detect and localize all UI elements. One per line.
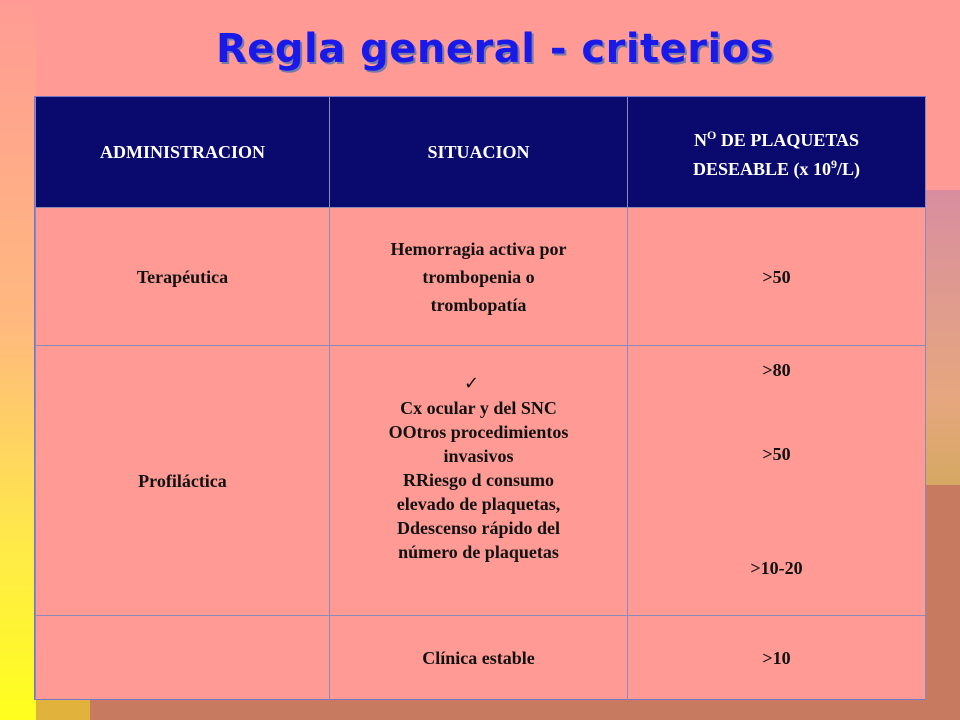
table-row [36,208,926,346]
header-plaquetas-line2 [640,152,913,181]
header-plaquetas-sup-o: O [706,128,717,142]
right-lower-band [926,485,960,720]
header-plaquetas-deseable: DESEABLE (x 10 [692,159,832,179]
situacion-line [342,372,615,420]
criteria-table [34,96,926,700]
bottom-left-accent [36,700,90,720]
header-plaquetas-unit: /L) [837,159,861,179]
situacion-line: invasivos [443,446,514,466]
valor-cx-ocular: >80 [762,360,791,380]
criteria-table-grid [35,97,926,700]
cell-administracion-terapeutica: Terapéutica [36,208,330,346]
header-plaquetas-n: N [693,130,707,150]
cell-valor-clinica-estable: >10 [628,616,926,700]
table-header-row [36,97,926,208]
cell-situacion-clinica-estable: Clínica estable [330,616,628,700]
header-plaquetas-line1 [640,123,913,152]
cell-administracion-profilactica: Profiláctica [36,346,330,616]
situacion-line: OOtros procedimientos [388,422,569,442]
cell-valores-profilactica [628,346,926,616]
situacion-line: elevado de plaquetas, [396,494,561,514]
left-gradient-band [0,0,36,720]
cell-valor-terapeutica: >50 [628,208,926,346]
checkmark-icon: ✓ [463,373,480,394]
cell-situacion-profilactica [330,346,628,616]
situacion-line: trombopenia o [422,266,535,287]
cell-situacion-hemorragia [330,208,628,346]
header-plaquetas [628,97,926,208]
header-administracion: ADMINISTRACION [36,97,330,208]
header-plaquetas-de-plaquetas: DE PLAQUETAS [716,130,860,150]
header-plaquetas-sup-9: 9 [831,157,838,171]
situacion-line: trombopatía [430,294,527,315]
situacion-line: RRiesgo d consumo [402,470,554,490]
valor-procedimientos: >50 [762,444,791,464]
situacion-line-text: Cx ocular y del SNC [400,398,557,418]
valor-riesgo-consumo: >10-20 [750,558,803,578]
situacion-line: número de plaquetas [398,542,559,562]
situacion-line: Ddescenso rápido del [396,518,560,538]
table-row [36,616,926,700]
bottom-band [36,700,926,720]
table-row [36,346,926,616]
header-situacion: SITUACION [330,97,628,208]
slide-title: Regla general - criterios [215,26,775,72]
cell-administracion-empty [36,616,330,700]
situacion-line: Hemorragia activa por [390,238,567,259]
